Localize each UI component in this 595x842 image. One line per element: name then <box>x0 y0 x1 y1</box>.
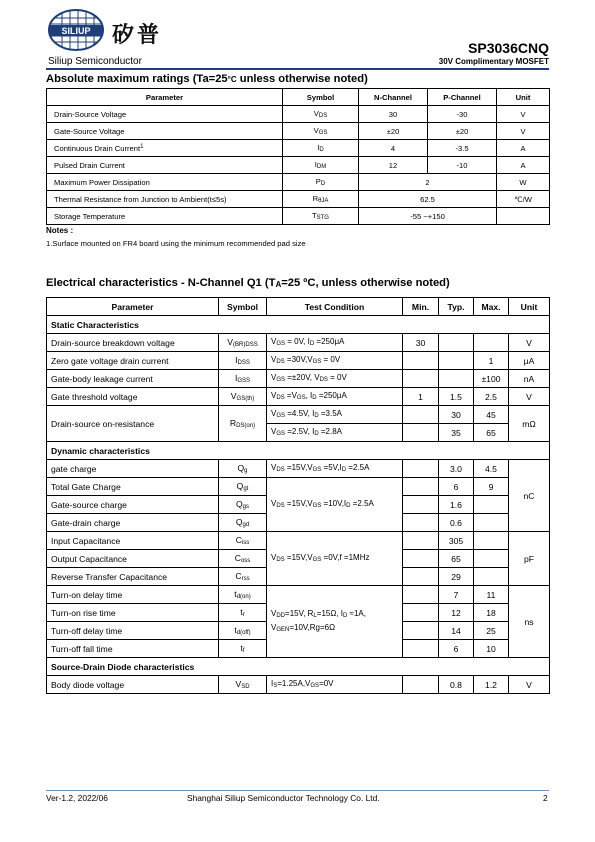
condition-cell: $V_{DS} =15V,V_{GS} =5V,I_D =2.5A$ <box>267 460 403 478</box>
max-cell: 1.2 <box>474 676 509 694</box>
max-cell: 65 <box>474 424 509 442</box>
symbol-cell: $P_D$ <box>283 174 359 191</box>
table-row <box>47 352 550 370</box>
column-header: Symbol <box>283 89 359 106</box>
footer-page-number: 2 <box>543 793 548 803</box>
table-row <box>47 676 550 694</box>
header-rule <box>46 68 549 70</box>
condition-cell: $V_{GS} =2.5V$, $I_D =2.8A$ <box>267 424 403 442</box>
max-cell <box>474 514 509 532</box>
typ-cell <box>439 334 474 352</box>
n-channel-cell: 12 <box>359 157 428 174</box>
min-cell <box>403 478 439 496</box>
typ-cell: 7 <box>439 586 474 604</box>
symbol-cell: $V_{DS}$ <box>283 106 359 123</box>
min-cell <box>403 676 439 694</box>
table-row <box>47 406 550 424</box>
symbol-cell: $Q_{gd}$ <box>219 514 267 532</box>
table-row <box>47 586 550 604</box>
min-cell <box>403 514 439 532</box>
elec-char-title: Electrical characteristics - N-Channel Q1 ($T_A=25$ ºC, unless otherwise noted) <box>46 277 450 289</box>
abs-max-header-row <box>47 89 550 106</box>
symbol-cell: $T_{STG}$ <box>283 208 359 225</box>
typ-cell: 6 <box>439 478 474 496</box>
typ-cell: 12 <box>439 604 474 622</box>
min-cell <box>403 604 439 622</box>
condition-cell: $V_{GS} =4.5V$, $I_D =3.5A$ <box>267 406 403 424</box>
static-characteristics-heading: Static Characteristics <box>47 316 550 334</box>
table-row <box>47 191 550 208</box>
table-row <box>47 208 550 225</box>
table-row <box>47 478 550 496</box>
typ-cell: 0.8 <box>439 676 474 694</box>
p-channel-cell: -30 <box>428 106 497 123</box>
max-cell <box>474 334 509 352</box>
symbol-cell: $R_{\theta JA}$ <box>283 191 359 208</box>
max-cell: 4.5 <box>474 460 509 478</box>
part-description: 30V Complimentary MOSFET <box>438 57 549 66</box>
typ-cell <box>439 352 474 370</box>
max-cell <box>474 550 509 568</box>
param-cell: Turn-on delay time <box>47 586 219 604</box>
table-row <box>47 123 550 140</box>
typ-cell: 65 <box>439 550 474 568</box>
notes-label: Notes : <box>46 226 74 235</box>
min-cell <box>403 424 439 442</box>
abs-max-table <box>46 88 550 225</box>
symbol-cell: $Q_{gs}$ <box>219 496 267 514</box>
max-cell: 45 <box>474 406 509 424</box>
table-row <box>47 140 550 157</box>
symbol-cell: $C_{iss}$ <box>219 532 267 550</box>
param-cell: Body diode voltage <box>47 676 219 694</box>
abs-max-title: Absolute maximum ratings (Ta=25°C unless otherwise noted) <box>46 73 368 85</box>
symbol-cell: $t_{d(off)}$ <box>219 622 267 640</box>
unit-cell: A <box>497 140 550 157</box>
n-channel-cell: 4 <box>359 140 428 157</box>
typ-cell: 14 <box>439 622 474 640</box>
param-cell: Reverse Transfer Capacitance <box>47 568 219 586</box>
symbol-cell: $I_D$ <box>283 140 359 157</box>
column-header: Typ. <box>439 298 474 316</box>
symbol-cell: $V_{GS(th)}$ <box>219 388 267 406</box>
column-header: Symbol <box>219 298 267 316</box>
footer-company: Shanghai Siliup Semiconductor Technology Co. Ltd. <box>187 793 380 803</box>
company-cn-name: 矽普 <box>112 23 163 48</box>
column-header: Test Condition <box>267 298 403 316</box>
param-cell: Pulsed Drain Current <box>47 157 283 174</box>
min-cell <box>403 352 439 370</box>
unit-cell: nC <box>509 460 550 532</box>
section-row <box>47 316 550 334</box>
min-cell: 1 <box>403 388 439 406</box>
unit-cell: nA <box>509 370 550 388</box>
symbol-cell: $Q_g$ <box>219 460 267 478</box>
elec-char-table <box>46 297 550 694</box>
typ-cell: 305 <box>439 532 474 550</box>
param-cell: Gate-body leakage current <box>47 370 219 388</box>
condition-cell: $V_{DS} =15V,V_{GS} =0V,f =1MHz$ <box>267 532 403 586</box>
symbol-cell: $C_{oss}$ <box>219 550 267 568</box>
column-header: Unit <box>509 298 550 316</box>
symbol-cell: $V_{(BR)DSS}$ <box>219 334 267 352</box>
param-cell: Gate threshold voltage <box>47 388 219 406</box>
param-cell: Continuous Drain Current$^1$ <box>47 140 283 157</box>
param-cell: Turn-off delay time <box>47 622 219 640</box>
min-cell <box>403 568 439 586</box>
table-row <box>47 106 550 123</box>
table-row <box>47 532 550 550</box>
typ-cell: 35 <box>439 424 474 442</box>
symbol-cell: $V_{GS}$ <box>283 123 359 140</box>
unit-cell: ns <box>509 586 550 658</box>
symbol-cell: $I_{GSS}$ <box>219 370 267 388</box>
param-cell: Input Capacitance <box>47 532 219 550</box>
unit-cell: V <box>509 676 550 694</box>
company-logo <box>48 8 104 52</box>
unit-cell: ℃/W <box>497 191 550 208</box>
n-channel-cell: ±20 <box>359 123 428 140</box>
logo-text: SILIUP <box>61 26 91 36</box>
max-cell: 11 <box>474 586 509 604</box>
condition-cell: $I_S=1.25A,V_{GS}=0V$ <box>267 676 403 694</box>
typ-cell: 29 <box>439 568 474 586</box>
typ-cell: 3.0 <box>439 460 474 478</box>
min-cell <box>403 406 439 424</box>
symbol-cell: $Q_{gt}$ <box>219 478 267 496</box>
section-row <box>47 658 550 676</box>
typ-cell: 30 <box>439 406 474 424</box>
min-cell <box>403 622 439 640</box>
unit-cell: mΩ <box>509 406 550 442</box>
unit-cell: pF <box>509 532 550 586</box>
typ-cell: 1.6 <box>439 496 474 514</box>
symbol-cell: $t_{d(on)}$ <box>219 586 267 604</box>
condition-cell: $V_{DS} =V_{GS}$, $I_D =250\mu A$ <box>267 388 403 406</box>
param-cell: Total Gate Charge <box>47 478 219 496</box>
condition-cell: $V_{GS} = 0V$, $I_D =250\mu A$ <box>267 334 403 352</box>
param-cell: Drain-source breakdown voltage <box>47 334 219 352</box>
p-channel-cell: ±20 <box>428 123 497 140</box>
param-cell: Maximum Power Dissipation <box>47 174 283 191</box>
condition-cell: $V_{GS} =\pm 20V$, $V_{DS} = 0V$ <box>267 370 403 388</box>
max-cell <box>474 568 509 586</box>
footer-version: Ver-1.2, 2022/06 <box>46 793 108 803</box>
typ-cell: 6 <box>439 640 474 658</box>
min-cell <box>403 532 439 550</box>
company-name: Siliup Semiconductor <box>48 56 142 67</box>
symbol-cell: $R_{DS(on)}$ <box>219 406 267 442</box>
symbol-cell: $t_r$ <box>219 604 267 622</box>
unit-cell: μA <box>509 352 550 370</box>
column-header: Parameter <box>47 298 219 316</box>
condition-cell: $V_{DD}=15V$, $R_L=15\Omega$, $I_D \approx 1A$, $V_{GEN}=10V,Rg=6\Omega$ <box>267 586 403 658</box>
param-cell: Gate-drain charge <box>47 514 219 532</box>
param-cell: Thermal Resistance from Junction to Ambient(t≤5s) <box>47 191 283 208</box>
column-header: P-Channel <box>428 89 497 106</box>
table-row <box>47 370 550 388</box>
condition-cell: $V_{DS} =30V,V_{GS} = 0V$ <box>267 352 403 370</box>
param-cell: gate charge <box>47 460 219 478</box>
param-cell: Gate-Source Voltage <box>47 123 283 140</box>
typ-cell: 0.6 <box>439 514 474 532</box>
symbol-cell: $V_{SD}$ <box>219 676 267 694</box>
param-cell: Drain-Source Voltage <box>47 106 283 123</box>
symbol-cell: $t_f$ <box>219 640 267 658</box>
unit-cell: V <box>497 106 550 123</box>
p-channel-cell: -3.5 <box>428 140 497 157</box>
param-cell: Zero gate voltage drain current <box>47 352 219 370</box>
table-row <box>47 174 550 191</box>
max-cell <box>474 496 509 514</box>
param-cell: Output Capacitance <box>47 550 219 568</box>
param-cell: Turn-on rise time <box>47 604 219 622</box>
max-cell: 25 <box>474 622 509 640</box>
value-cell: 2 <box>359 174 497 191</box>
min-cell: 30 <box>403 334 439 352</box>
param-cell: Gate-source charge <box>47 496 219 514</box>
value-cell: -55 ~+150 <box>359 208 497 225</box>
column-header: Parameter <box>47 89 283 106</box>
min-cell <box>403 550 439 568</box>
column-header: N-Channel <box>359 89 428 106</box>
param-cell: Storage Temperature <box>47 208 283 225</box>
max-cell: 18 <box>474 604 509 622</box>
column-header: Max. <box>474 298 509 316</box>
max-cell: ±100 <box>474 370 509 388</box>
min-cell <box>403 460 439 478</box>
table-row <box>47 157 550 174</box>
unit-cell: V <box>497 123 550 140</box>
unit-cell <box>497 208 550 225</box>
p-channel-cell: -10 <box>428 157 497 174</box>
max-cell: 1 <box>474 352 509 370</box>
min-cell <box>403 586 439 604</box>
n-channel-cell: 30 <box>359 106 428 123</box>
column-header: Min. <box>403 298 439 316</box>
max-cell <box>474 532 509 550</box>
unit-cell: V <box>509 334 550 352</box>
diode-characteristics-heading: Source-Drain Diode characteristics <box>47 658 550 676</box>
unit-cell: A <box>497 157 550 174</box>
table-row <box>47 334 550 352</box>
column-header: Unit <box>497 89 550 106</box>
min-cell <box>403 496 439 514</box>
param-cell: Drain-source on-resistance <box>47 406 219 442</box>
note-1: 1.Surface mounted on FR4 board using the minimum recommended pad size <box>46 239 306 248</box>
unit-cell: V <box>509 388 550 406</box>
unit-cell: W <box>497 174 550 191</box>
table-row <box>47 388 550 406</box>
part-number: SP3036CNQ <box>468 40 549 56</box>
max-cell: 10 <box>474 640 509 658</box>
max-cell: 2.5 <box>474 388 509 406</box>
min-cell <box>403 370 439 388</box>
table-row <box>47 460 550 478</box>
value-cell: 62.5 <box>359 191 497 208</box>
symbol-cell: $C_{rss}$ <box>219 568 267 586</box>
max-cell: 9 <box>474 478 509 496</box>
typ-cell: 1.5 <box>439 388 474 406</box>
dynamic-characteristics-heading: Dynamic characteristics <box>47 442 550 460</box>
typ-cell <box>439 370 474 388</box>
symbol-cell: $I_{DSS}$ <box>219 352 267 370</box>
condition-cell: $V_{DS} =15V,V_{GS} =10V,I_D =2.5A$ <box>267 478 403 532</box>
min-cell <box>403 640 439 658</box>
section-row <box>47 442 550 460</box>
footer-rule <box>46 790 549 791</box>
param-cell: Turn-off fall time <box>47 640 219 658</box>
elec-char-header-row <box>47 298 550 316</box>
symbol-cell: $I_{DM}$ <box>283 157 359 174</box>
